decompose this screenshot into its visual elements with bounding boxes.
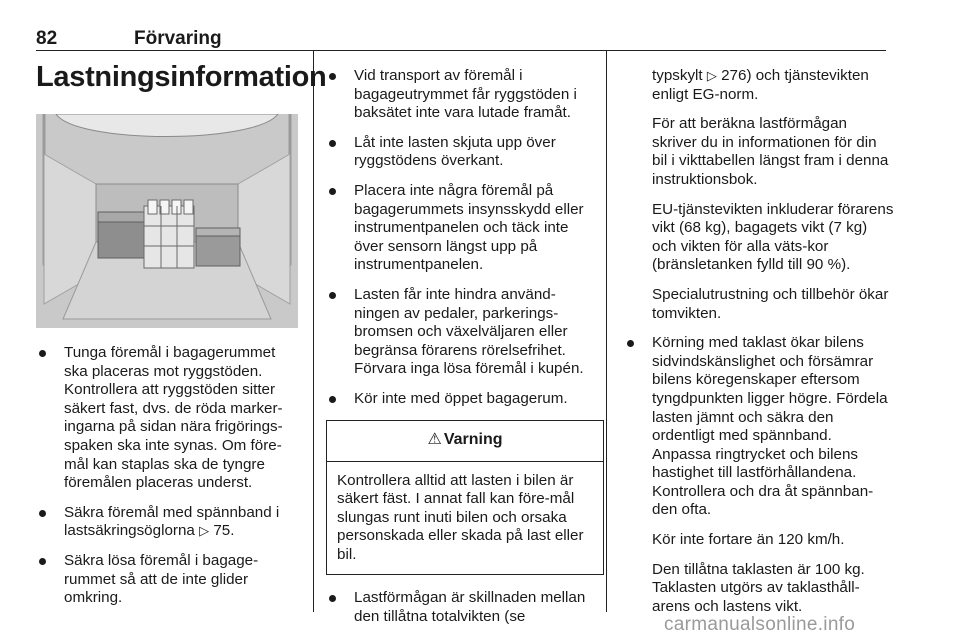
section-title: Lastningsinformation	[36, 61, 327, 93]
warning-header	[327, 421, 603, 462]
paragraph: Den tillåtna taklasten är 100 kg. Taklasten utgörs av taklasthåll-arens och lastens vikt.	[652, 560, 865, 615]
warning-text: Kontrollera alltid att lasten i bilen är säkert fäst. I annat fall kan före-mål slungas runt inuti bilen och orsaka personskada eller skada på last eller bil.	[337, 471, 584, 563]
page-number: 82	[36, 28, 58, 49]
paragraph: Kör inte fortare än 120 km/h.	[652, 531, 845, 549]
list-item: Placera inte några föremål på bagagerummets insynsskydd eller instrumentpanelen och täck inte över sensorn längst upp på instrumentpanelen.	[326, 182, 594, 275]
header-rule	[36, 50, 886, 51]
page-reference: 276) och tjänstevikten enligt EG-norm.	[652, 67, 869, 103]
list-item: Kör inte med öppet bagagerum.	[326, 390, 594, 409]
column-3	[624, 67, 894, 627]
list-item-text: Säkra föremål med spännband i lastsäkringsöglorna	[64, 503, 280, 540]
page-reference-arrow-icon: ▷	[199, 523, 210, 539]
chapter-title: Förvaring	[134, 28, 222, 49]
paragraph-text: typskylt	[652, 67, 703, 84]
column-1	[36, 344, 301, 619]
list-item: Lastförmågan är skillnaden mellan den tillåtna totalvikten (se	[326, 589, 594, 626]
warning-box	[326, 420, 604, 576]
warning-triangle-icon: ⚠	[427, 431, 442, 449]
paragraph: Specialutrustning och tillbehör ökar tomvikten.	[652, 285, 889, 322]
list-item: Låt inte lasten skjuta upp över ryggstödens överkant.	[326, 134, 594, 171]
paragraph: EU-tjänstevikten inkluderar förarens vikt (68 kg), bagagets vikt (7 kg) och vikten för alla väts-kor (bränsletanken fylld till 90 %).	[652, 200, 894, 274]
page-reference: 75.	[213, 522, 235, 540]
paragraph: För att beräkna lastförmågan skriver du in informationen för din bil i vikttabellen längst fram i denna instruktionsbok.	[652, 115, 889, 188]
watermark: carmanualsonline.info	[664, 614, 856, 635]
list-item: Lasten får inte hindra använd-ningen av pedaler, parkerings-bromsen och växelväljaren eller begränsa förarens rörelsefrihet. Förvara inga lösa föremål i kupén.	[326, 286, 594, 379]
page-reference-arrow-icon: ▷	[706, 68, 717, 83]
column-2	[326, 67, 594, 638]
column-divider-2	[606, 50, 607, 612]
trunk-illustration	[36, 114, 298, 328]
list-item: Körning med taklast ökar bilens sidvindskänslighet och försämrar bilens köregenskaper eftersom tyngdpunkten ligger högre. Fördela lasten jämnt och säkra den ordentligt med spännband. Anpassa ringtrycket och bilens hastighet till lastförhållandena. Kontrollera och dra åt spännban-den ofta.	[624, 334, 894, 520]
list-item: Vid transport av föremål i bagageutrymmet får ryggstöden i baksätet inte vara lutade framåt.	[326, 67, 594, 123]
warning-title: Varning	[443, 431, 503, 449]
list-item: Tunga föremål i bagagerummet ska placeras mot ryggstöden. Kontrollera att ryggstöden sitter säkert fast, dvs. de röda marker-ingarna på sidan nära frigörings-spaken ska inte synas. Om före-mål kan staplas ska de tyngre föremålen placeras underst.	[36, 344, 301, 493]
page-header	[36, 28, 886, 52]
column-divider-1	[313, 50, 314, 612]
paragraph	[624, 67, 894, 104]
list-item: Säkra lösa föremål i bagage-rummet så att de inte glider omkring.	[36, 552, 301, 608]
list-item	[36, 504, 301, 541]
